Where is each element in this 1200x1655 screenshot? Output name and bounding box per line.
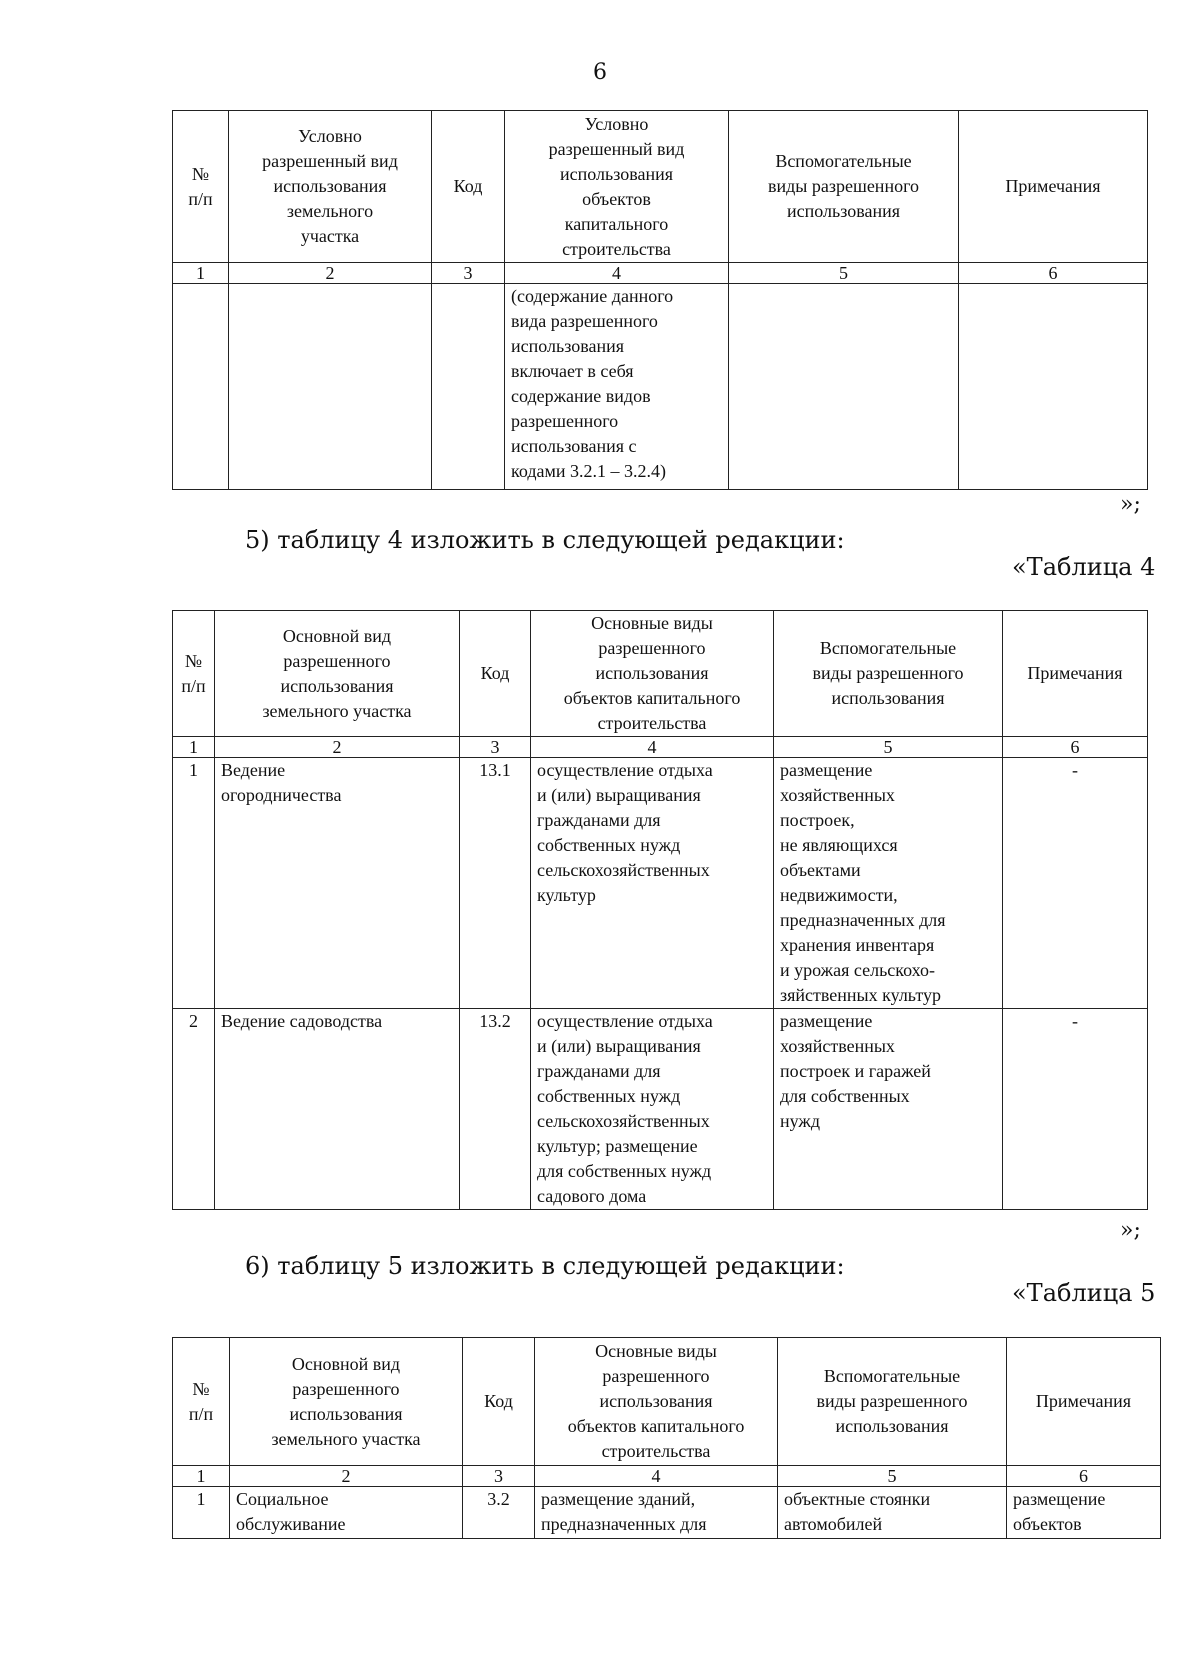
- table-cell: Ведение огородничества: [215, 758, 460, 1009]
- table-cell: [959, 284, 1148, 490]
- table-cell: размещение зданий, предназначенных для: [535, 1487, 778, 1539]
- amendment-paragraph-5: 5) таблицу 4 изложить в следующей редакции:: [245, 526, 845, 554]
- header-notes: Примечания: [1003, 611, 1148, 737]
- header-construction-use: Основные виды разрешенного использования объектов капитального строительства: [531, 611, 774, 737]
- column-number: 3: [463, 1466, 535, 1487]
- table-cell: осуществление отдыха и (или) выращивания гражданами для собственных нужд сельскохозяйственных культур; размещение для собственных нужд садового дома: [531, 1009, 774, 1210]
- header-land-use: Условно разрешенный вид использования земельного участка: [229, 111, 432, 263]
- header-number: № п/п: [173, 611, 215, 737]
- table-4-caption: «Таблица 4: [1012, 553, 1156, 581]
- header-notes: Примечания: [1007, 1338, 1161, 1466]
- column-number: 6: [1007, 1466, 1161, 1487]
- closing-quote: »;: [1120, 1218, 1141, 1243]
- table-cell: [229, 284, 432, 490]
- table-cell: (содержание данного вида разрешенного использования включает в себя содержание видов разрешенного использования с кодами 3.2.1 – 3.2.4): [505, 284, 729, 490]
- header-land-use: Основной вид разрешенного использования земельного участка: [230, 1338, 463, 1466]
- table-cell: размещение хозяйственных построек, не являющихся объектами недвижимости, предназначенных для хранения инвентаря и урожая сельскохо- зяйственных культур: [774, 758, 1003, 1009]
- header-construction-use: Условно разрешенный вид использования объектов капитального строительства: [505, 111, 729, 263]
- column-number: 6: [1003, 737, 1148, 758]
- table-cell: 3.2: [463, 1487, 535, 1539]
- column-number: 2: [215, 737, 460, 758]
- table-5: [172, 1337, 1161, 1539]
- header-construction-use: Основные виды разрешенного использования объектов капитального строительства: [535, 1338, 778, 1466]
- table-cell: 13.1: [460, 758, 531, 1009]
- column-number: 5: [729, 263, 959, 284]
- column-number: 1: [173, 263, 229, 284]
- table-cell: 1: [173, 1487, 230, 1539]
- column-number: 3: [460, 737, 531, 758]
- table-cell: размещение хозяйственных построек и гаражей для собственных нужд: [774, 1009, 1003, 1210]
- table-cell: 1: [173, 758, 215, 1009]
- table-cell: объектные стоянки автомобилей: [778, 1487, 1007, 1539]
- page-number: 6: [593, 60, 607, 85]
- table-cell: [173, 284, 229, 490]
- header-code: Код: [460, 611, 531, 737]
- table-5-caption: «Таблица 5: [1012, 1279, 1156, 1307]
- column-number: 4: [505, 263, 729, 284]
- column-number: 1: [173, 1466, 230, 1487]
- table-cell: размещение объектов: [1007, 1487, 1161, 1539]
- table-4: [172, 610, 1148, 1210]
- column-number: 2: [229, 263, 432, 284]
- column-number: 1: [173, 737, 215, 758]
- column-number: 4: [531, 737, 774, 758]
- header-number: № п/п: [173, 1338, 230, 1466]
- column-number: 2: [230, 1466, 463, 1487]
- column-number: 3: [432, 263, 505, 284]
- header-code: Код: [463, 1338, 535, 1466]
- table-cell: 2: [173, 1009, 215, 1210]
- table-cell: [432, 284, 505, 490]
- column-number: 6: [959, 263, 1148, 284]
- table-cell: осуществление отдыха и (или) выращивания гражданами для собственных нужд сельскохозяйственных культур: [531, 758, 774, 1009]
- table-cell: Социальное обслуживание: [230, 1487, 463, 1539]
- header-notes: Примечания: [959, 111, 1148, 263]
- header-number: № п/п: [173, 111, 229, 263]
- table-cell: [729, 284, 959, 490]
- header-auxiliary-use: Вспомогательные виды разрешенного использования: [778, 1338, 1007, 1466]
- header-auxiliary-use: Вспомогательные виды разрешенного использования: [774, 611, 1003, 737]
- table-cell: Ведение садоводства: [215, 1009, 460, 1210]
- header-code: Код: [432, 111, 505, 263]
- header-land-use: Основной вид разрешенного использования земельного участка: [215, 611, 460, 737]
- header-auxiliary-use: Вспомогательные виды разрешенного использования: [729, 111, 959, 263]
- column-number: 5: [774, 737, 1003, 758]
- table-cell: -: [1003, 758, 1148, 1009]
- column-number: 5: [778, 1466, 1007, 1487]
- closing-quote: »;: [1120, 492, 1141, 517]
- table-cell: 13.2: [460, 1009, 531, 1210]
- table-cell: -: [1003, 1009, 1148, 1210]
- amendment-paragraph-6: 6) таблицу 5 изложить в следующей редакции:: [245, 1252, 845, 1280]
- column-number: 4: [535, 1466, 778, 1487]
- table-continuation: [172, 110, 1148, 490]
